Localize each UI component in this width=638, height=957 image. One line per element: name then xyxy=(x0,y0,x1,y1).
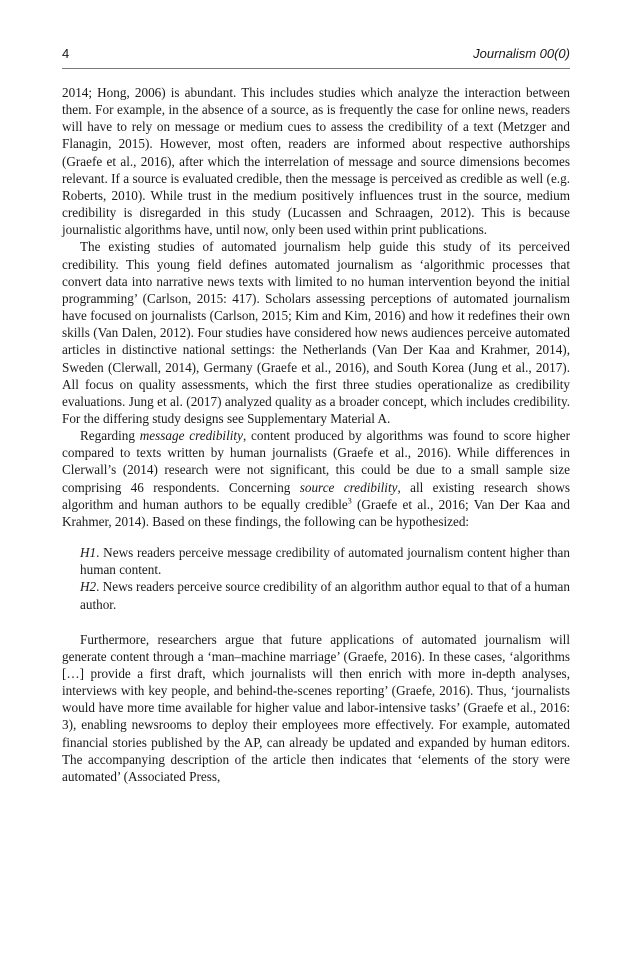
hypothesis-2-label: H2 xyxy=(80,579,97,595)
hypothesis-2-text: . News readers perceive source credibility of an algorithm author equal to that of a human author. xyxy=(80,579,570,612)
paragraph-4: Furthermore, researchers argue that future applications of automated journalism will generate content through a ‘man–machine marriage’ (Graefe, 2016). In these cases, ‘algorithms […] provide a first draft, which journalists will then enrich with more in-depth analyses, interviews with key people, and behind-the-scenes reporting’ (Graefe, 2016). Thus, ‘journalists would have more time available for higher value and labor-intensive tasks’ (Graefe et al., 2016: 3), enabling newsrooms to deploy their employees more effectively. For example, automated financial stories published by the AP, can already be updated and expanded by human editors. The accompanying description of the article then indicates that ‘elements of the story were automated’ (Associated Press, xyxy=(62,631,570,784)
running-header xyxy=(62,44,570,69)
term-message-credibility: message credibility xyxy=(139,428,243,444)
paragraph-3 xyxy=(62,427,570,530)
page-number: 4 xyxy=(62,46,70,61)
hypothesis-1-label: H1 xyxy=(80,545,97,561)
hypotheses-list xyxy=(80,544,570,613)
paragraph-3-text-d: (Graefe et al., 2016; Van Der Kaa and Krahmer, 2014). Based on these findings, the following can be hypothesized: xyxy=(62,496,570,529)
document-page xyxy=(62,0,570,785)
hypothesis-1 xyxy=(80,544,570,578)
body-text xyxy=(62,84,570,785)
paragraph-3-text-a: Regarding xyxy=(80,428,140,444)
term-source-credibility: source credibility xyxy=(299,479,398,495)
paragraph-2: The existing studies of automated journalism help guide this study of its perceived credibility. This young field defines automated journalism as ‘algorithmic processes that convert data into narrative news texts with limited to no human intervention beyond the initial programming’ (Carlson, 2015: 417). Scholars assessing perceptions of automated journalism have focused on journalists (Carlson, 2015; Kim and Kim, 2016) and how it redefines their own skills (Van Dalen, 2012). Four studies have considered how news audiences perceive automated articles in distinctive national settings: the Netherlands (Van Der Kaa and Krahmer, 2014), Sweden (Clerwall, 2014), Germany (Graefe et al., 2016), and South Korea (Jung et al., 2017). All focus on quality assessments, which the first three studies operationalize as credibility evaluations. Jung et al. (2017) analyzed quality as a broader concept, which includes credibility. For the differing study designs see Supplementary Material A. xyxy=(62,239,570,426)
paragraph-3-text-c: , all existing research shows algorithm and human authors to be equally credible xyxy=(62,479,570,512)
paragraph-1: 2014; Hong, 2006) is abundant. This includes studies which analyze the interaction between them. For example, in the absence of a source, as is frequently the case for online news, readers will have to rely on message or medium cues to assess the credibility of a text (Metzger and Flanagin, 2015). However, most often, readers are informed about respective authorships (Graefe et al., 2016), after which the interrelation of message and source dimensions becomes relevant. If a source is evaluated credible, then the message is perceived as credible as well (e.g. Roberts, 2010). While trust in the medium positively influences trust in the source, medium credibility is disregarded in this study (Lucassen and Schraagen, 2012). This is because journalistic algorithms have, until now, only been used within print publications. xyxy=(62,85,570,238)
paragraph-3-text-b: , content produced by algorithms was found to score higher compared to texts written by human journalists (Graefe et al., 2016). While differences in Clerwall’s (2014) research were not significant, this could be due to a small sample size comprising 46 respondents. Concerning xyxy=(62,428,570,495)
hypothesis-1-text: . News readers perceive message credibility of automated journalism content higher than human content. xyxy=(80,545,570,578)
footnote-marker[interactable]: 3 xyxy=(347,496,352,506)
journal-title: Journalism 00(0) xyxy=(473,46,570,61)
hypothesis-2 xyxy=(80,578,570,612)
